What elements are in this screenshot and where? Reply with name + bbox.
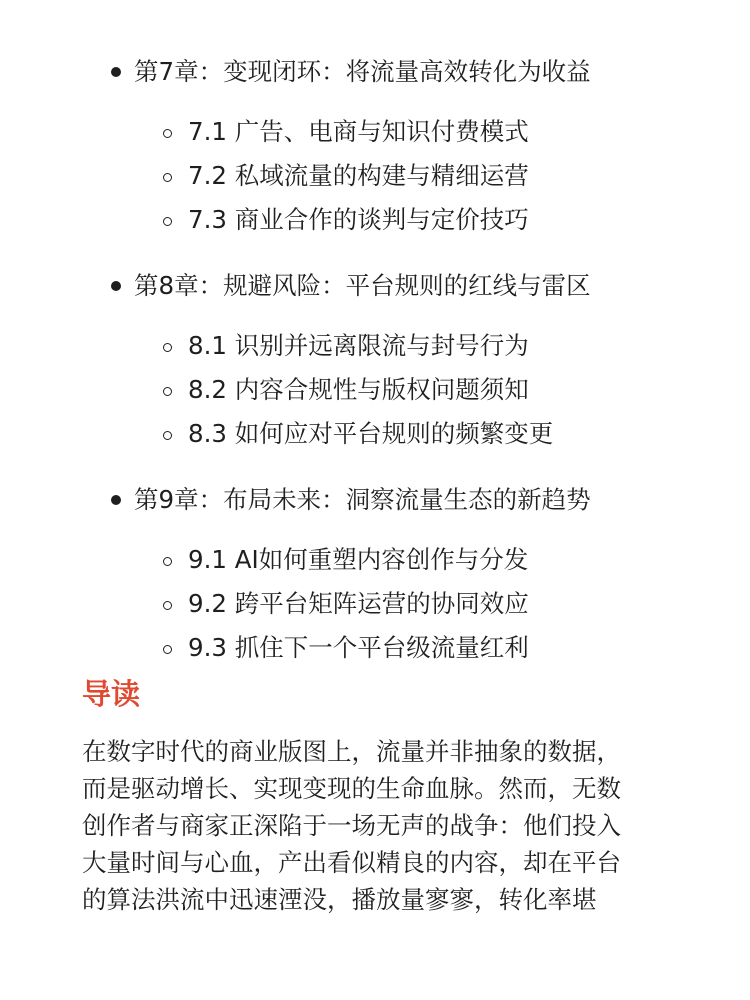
section-item [0, 200, 750, 244]
section-item [0, 628, 750, 672]
chapter-item [0, 52, 750, 92]
circle-bullet-icon [163, 217, 172, 226]
circle-bullet-icon [163, 387, 172, 396]
intro-paragraph [82, 733, 682, 918]
bullet-icon [111, 495, 121, 505]
section-item [0, 326, 750, 370]
section-title: 8.2 内容合规性与版权问题须知 [188, 375, 529, 404]
section-title: 8.1 识别并远离限流与封号行为 [188, 331, 529, 360]
section-title: 7.1 广告、电商与知识付费模式 [188, 117, 529, 146]
section-list [0, 112, 750, 244]
circle-bullet-icon [163, 431, 172, 440]
chapter-title: 第7章：变现闭环：将流量高效转化为收益 [134, 57, 591, 86]
circle-bullet-icon [163, 173, 172, 182]
section-item [0, 370, 750, 414]
circle-bullet-icon [163, 557, 172, 566]
chapter-item [0, 480, 750, 520]
section-item [0, 540, 750, 584]
chapter-title: 第9章：布局未来：洞察流量生态的新趋势 [134, 485, 591, 514]
section-item [0, 112, 750, 156]
circle-bullet-icon [163, 601, 172, 610]
chapter-title: 第8章：规避风险：平台规则的红线与雷区 [134, 271, 591, 300]
section-title: 7.2 私域流量的构建与精细运营 [188, 161, 529, 190]
section-title: 8.3 如何应对平台规则的频繁变更 [188, 419, 554, 448]
section-title: 9.2 跨平台矩阵运营的协同效应 [188, 589, 529, 618]
paragraph-line: 而是驱动增长、实现变现的生命血脉。然而，无数 [82, 774, 621, 803]
section-item [0, 584, 750, 628]
section-list [0, 540, 750, 672]
chapter-item [0, 266, 750, 306]
intro-heading: 导读 [82, 677, 141, 711]
circle-bullet-icon [163, 129, 172, 138]
section-title: 9.1 AI如何重塑内容创作与分发 [188, 545, 529, 574]
paragraph-line: 在数字时代的商业版图上，流量并非抽象的数据， [82, 737, 621, 766]
bullet-icon [111, 67, 121, 77]
paragraph-line: 大量时间与心血，产出看似精良的内容，却在平台 [82, 848, 621, 877]
bullet-icon [111, 281, 121, 291]
section-item [0, 414, 750, 458]
table-of-contents [0, 52, 750, 694]
paragraph-line: 的算法洪流中迅速湮没，播放量寥寥，转化率堪 [82, 885, 597, 914]
circle-bullet-icon [163, 645, 172, 654]
section-title: 7.3 商业合作的谈判与定价技巧 [188, 205, 529, 234]
circle-bullet-icon [163, 343, 172, 352]
paragraph-line: 创作者与商家正深陷于一场无声的战争：他们投入 [82, 811, 621, 840]
section-item [0, 156, 750, 200]
section-list [0, 326, 750, 458]
section-title: 9.3 抓住下一个平台级流量红利 [188, 633, 529, 662]
